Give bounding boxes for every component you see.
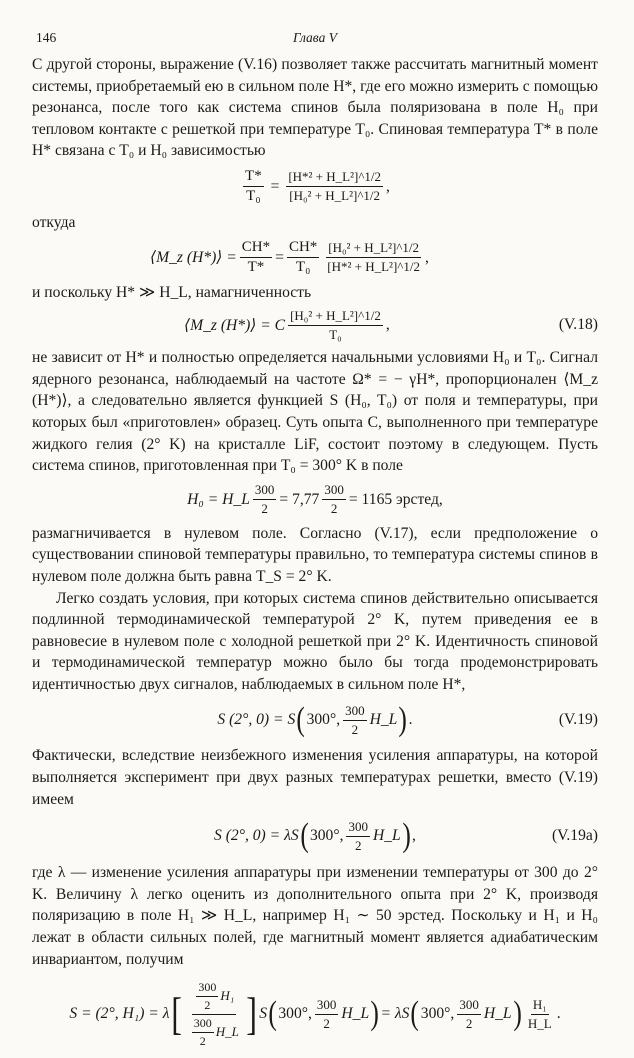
bracket-fraction: $\frac{300}{2}$ H₁ $\frac{300}{2}$ H_L: [193, 979, 239, 1048]
page-header: [32, 30, 598, 54]
equation-number-v18: (V.18): [558, 316, 598, 334]
paragraph-1: С другой стороны, выражение (V.16) позволяет также рассчитать магнитный момент системы, приобретаемый ею в сильном поле H*, где его можно измерить с помощью резонанса, после того как система спинов была поляризована в поле H₀ при тепловом контакте с решеткой при температуре T₀. Спиновая температура T* в поле H* связана с T₀ и H₀ зависимостью: [32, 56, 598, 160]
equation-7: S = (2°, H₁) = λ [ $\frac{300}{2}$ H₁ $\frac{300}{2}$ H_L ] S ( 300°, $\frac{300}{2}$ H_L ) = λS ( 300°, $\frac{300}{2}$ H_L ) $\frac{\text{H₁}}{H\_L}$ .: [69, 979, 561, 1048]
equation-4: H₀ = H_L $\frac{300}{2}$ = 7,77 $\frac{300}{2}$ = 1165 эрстед,: [187, 482, 443, 517]
chapter-title: Глава V: [293, 30, 337, 45]
page: [32, 30, 598, 1058]
page-number: 146: [36, 30, 57, 45]
paragraph-7: Фактически, вследствие неизбежного изменения усиления аппаратуры, на которой выполняется эксперимент при двух разных температурах решетки, вместо (V.19) имеем: [32, 747, 598, 808]
equation-5: S (2°, 0) = S ( 300°, $\frac{300}{2}$ H_L ) . (V.19): [217, 701, 598, 739]
equation-number-v19a: (V.19a): [551, 827, 598, 845]
frac-h-ratio: $\frac{\text{[H*² + H\_L²]\textasciicircum{}1/2}}{\text{[H₀² + H\_L²]\textasciicircum{}1/2}}$: [288, 169, 382, 204]
equation-6: S (2°, 0) = λS ( 300°, $\frac{300}{2}$ H_L ) , (V.19a): [214, 817, 598, 855]
paragraph-4: не зависит от H* и полностью определяется начальными условиями H₀ и T₀. Сигнал ядерного резонанса, наблюдаемый на частоте Ω* = − γH*, пропорционален ⟨M_z (H*)⟩, а следовательно является функцией S (H₀, T₀) от поля и температуры, при которых был «приготовлен» образец. Суть опыта C, выполненного при температуре жидкого гелия (2° K) на кристалле LiF, состоит поэтому в следующем. Пусть система спинов, приготовленная при T₀ = 300° K в поле: [32, 349, 598, 475]
paragraph-5: размагничивается в нулевом поле. Согласно (V.17), если предположение о существовании спиновой температуры правильно, то температура системы спинов в нулевом поле должна быть равна T_S = 2° K.: [32, 524, 598, 585]
equation-2: ⟨M_z (H*)⟩ = $\frac{CH*}{T*}$ = $\frac{CH*}{\text{T₀}}$ $\frac{\text{[H₀² + H\_L²]\textasciicircum{}1/2}}{\text{[H*² + H\_L²]\textasciicircum{}1/2}}$ ,: [150, 239, 429, 276]
paragraph-8: где λ — изменение усиления аппаратуры при изменении температуры от 300 до 2° K. Величину λ легко оценить из дополнительного опыта при 2° K, производя поляризацию в поле H₁ ≫ H_L, например H₁ ∼ 50 эрстед. Поскольку и H₁ и H₀ лежат в области сильных полей, где магнитный момент является адиабатическим инвариантом, получим: [32, 864, 598, 968]
equation-1: $\frac{T*}{\text{T₀}}$ = $\frac{\text{[H*² + H\_L²]\textasciicircum{}1/2}}{\text{[H₀² + H\_L²]\textasciicircum{}1/2}}$ ,: [245, 168, 390, 205]
paragraph-2: откуда: [32, 213, 76, 231]
frac-t-ratio: $\frac{T*}{\text{T₀}}$: [245, 168, 262, 205]
equation-3: ⟨M_z (H*)⟩ = C $\frac{\text{[H₀² + H\_L²]\textasciicircum{}1/2}}{\text{T₀}}$ , (V.18): [184, 307, 598, 342]
equation-number-v19: (V.19): [558, 711, 598, 729]
paragraph-3: и поскольку H* ≫ H_L, намагниченность: [32, 283, 312, 301]
paragraph-6: Легко создать условия, при которых система спинов действительно описывается подлинной термодинамической температурой 2° K, путем приведения ее в равновесие в нулевом поле с холодной решеткой при 2° K. Идентичность спиновой и термодинамической температур можно было бы тогда продемонстрировать идентичностью двух сигналов, наблюдаемых в сильном поле H*,: [32, 589, 598, 693]
